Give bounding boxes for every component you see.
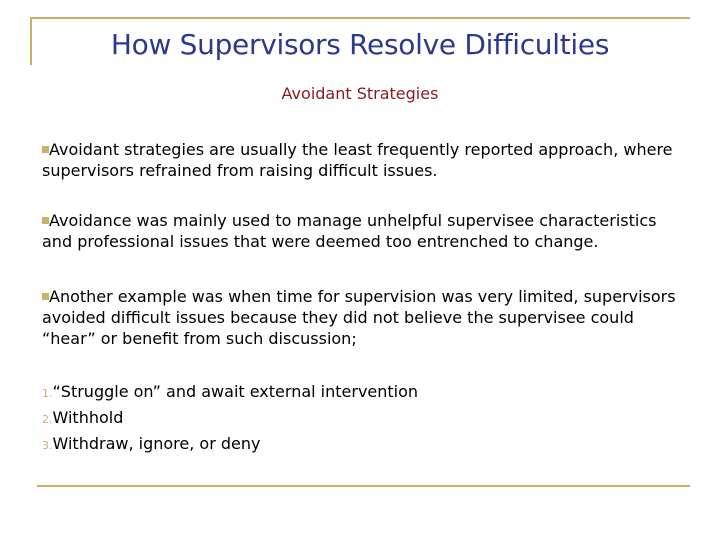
slide-subtitle bbox=[0, 84, 720, 103]
square-bullet-icon bbox=[42, 217, 49, 224]
bullet-item bbox=[42, 210, 682, 252]
numbered-item bbox=[42, 380, 642, 406]
bullet-item bbox=[42, 139, 682, 181]
numbered-list bbox=[42, 380, 642, 458]
numbered-item bbox=[42, 432, 642, 458]
top-rule bbox=[30, 17, 690, 19]
bullet-item bbox=[42, 286, 682, 349]
bullet-text: Another example was when time for supervision was very limited, supervisors avoided difficult issues because they did not believe the supervisee could “hear” or benefit from such discussion; bbox=[42, 287, 676, 348]
slide-title: How Supervisors Resolve Difficulties bbox=[110, 28, 610, 61]
item-text: Withdraw, ignore, or deny bbox=[52, 434, 261, 453]
item-text: “Struggle on” and await external intervention bbox=[52, 382, 419, 401]
bullet-text: Avoidant strategies are usually the least frequently reported approach, where supervisors refrained from raising difficult issues. bbox=[42, 140, 673, 180]
numbered-item bbox=[42, 406, 642, 432]
slide-subtitle-text: Avoidant Strategies bbox=[281, 84, 439, 103]
square-bullet-icon bbox=[42, 146, 49, 153]
square-bullet-icon bbox=[42, 293, 49, 300]
item-number: 1. bbox=[42, 387, 53, 400]
bottom-rule bbox=[37, 485, 690, 487]
item-number: 3. bbox=[42, 439, 53, 452]
item-number: 2. bbox=[42, 413, 53, 426]
item-text: Withhold bbox=[52, 408, 124, 427]
bullet-text: Avoidance was mainly used to manage unhelpful supervisee characteristics and professional issues that were deemed too entrenched to change. bbox=[42, 211, 657, 251]
